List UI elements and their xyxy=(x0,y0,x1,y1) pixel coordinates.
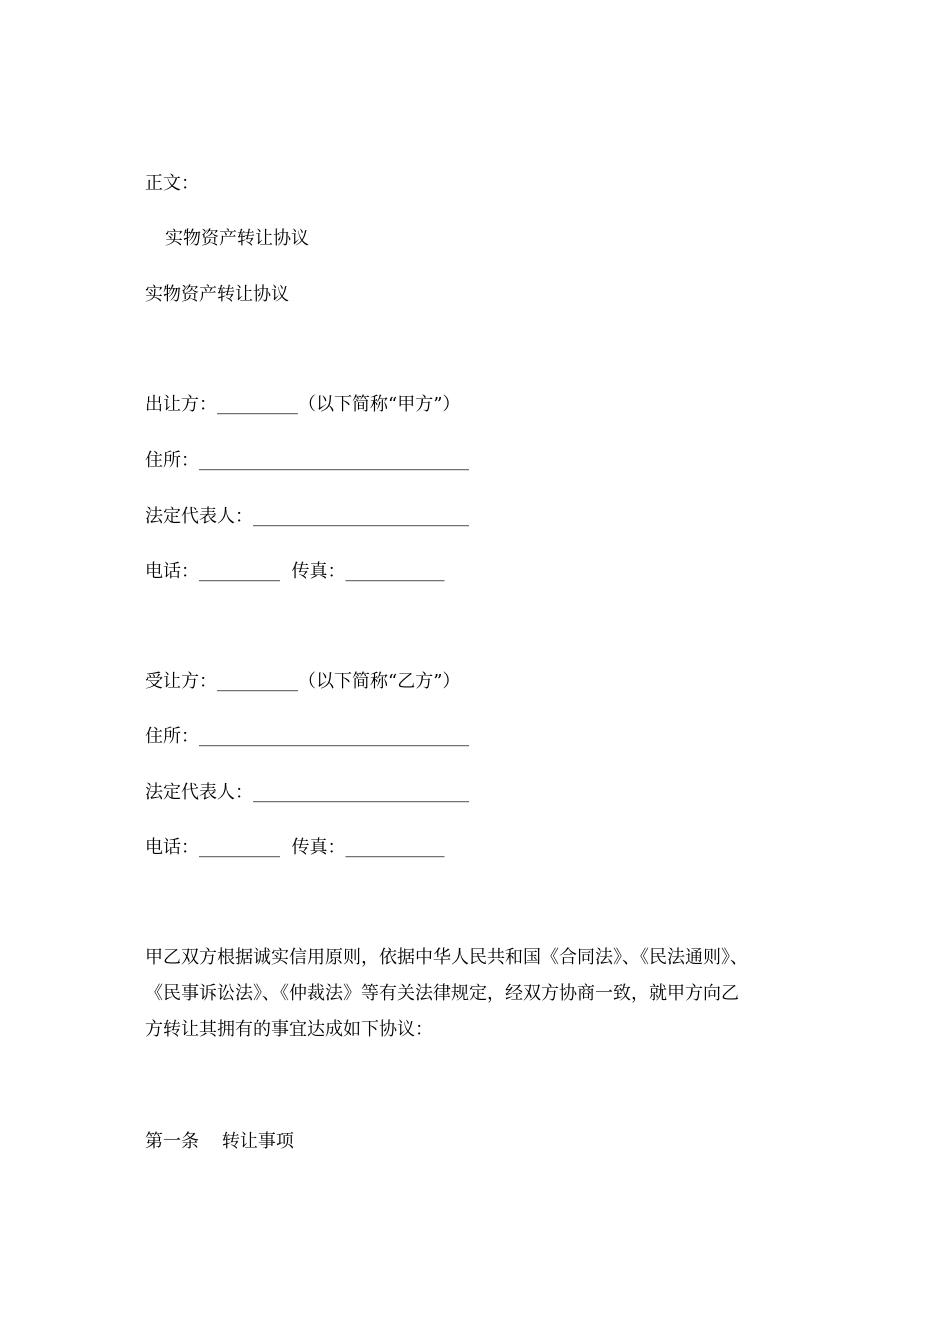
party-b-name-line: 受让方：_________（以下简称“乙方”） xyxy=(145,671,461,692)
article-1-heading: 第一条 转让事项 xyxy=(145,1131,294,1152)
party-b-contact-line: 电话：_________ 传真：___________ xyxy=(145,837,445,858)
party-a-name-line: 出让方：_________（以下简称“甲方”） xyxy=(145,394,461,415)
party-a-contact-line: 电话：_________ 传真：___________ xyxy=(145,561,445,582)
title-indented: 实物资产转让协议 xyxy=(165,228,309,249)
party-b-address-line: 住所：______________________________ xyxy=(145,726,469,747)
preamble-paragraph xyxy=(145,940,835,1048)
preamble-line: 方转让其拥有的事宜达成如下协议： xyxy=(145,1019,433,1040)
party-a-address-line: 住所：______________________________ xyxy=(145,450,469,471)
body-label: 正文： xyxy=(145,173,199,194)
document-title: 实物资产转让协议 xyxy=(145,284,289,305)
preamble-line: 甲乙双方根据诚实信用原则，依据中华人民共和国《合同法》、《民法通则》、 xyxy=(145,947,748,968)
party-a-rep-line: 法定代表人：________________________ xyxy=(145,506,469,527)
preamble-line: 《民事诉讼法》、《仲裁法》等有关法律规定，经双方协商一致，就甲方向乙 xyxy=(145,983,739,1004)
party-b-rep-line: 法定代表人：________________________ xyxy=(145,782,469,803)
